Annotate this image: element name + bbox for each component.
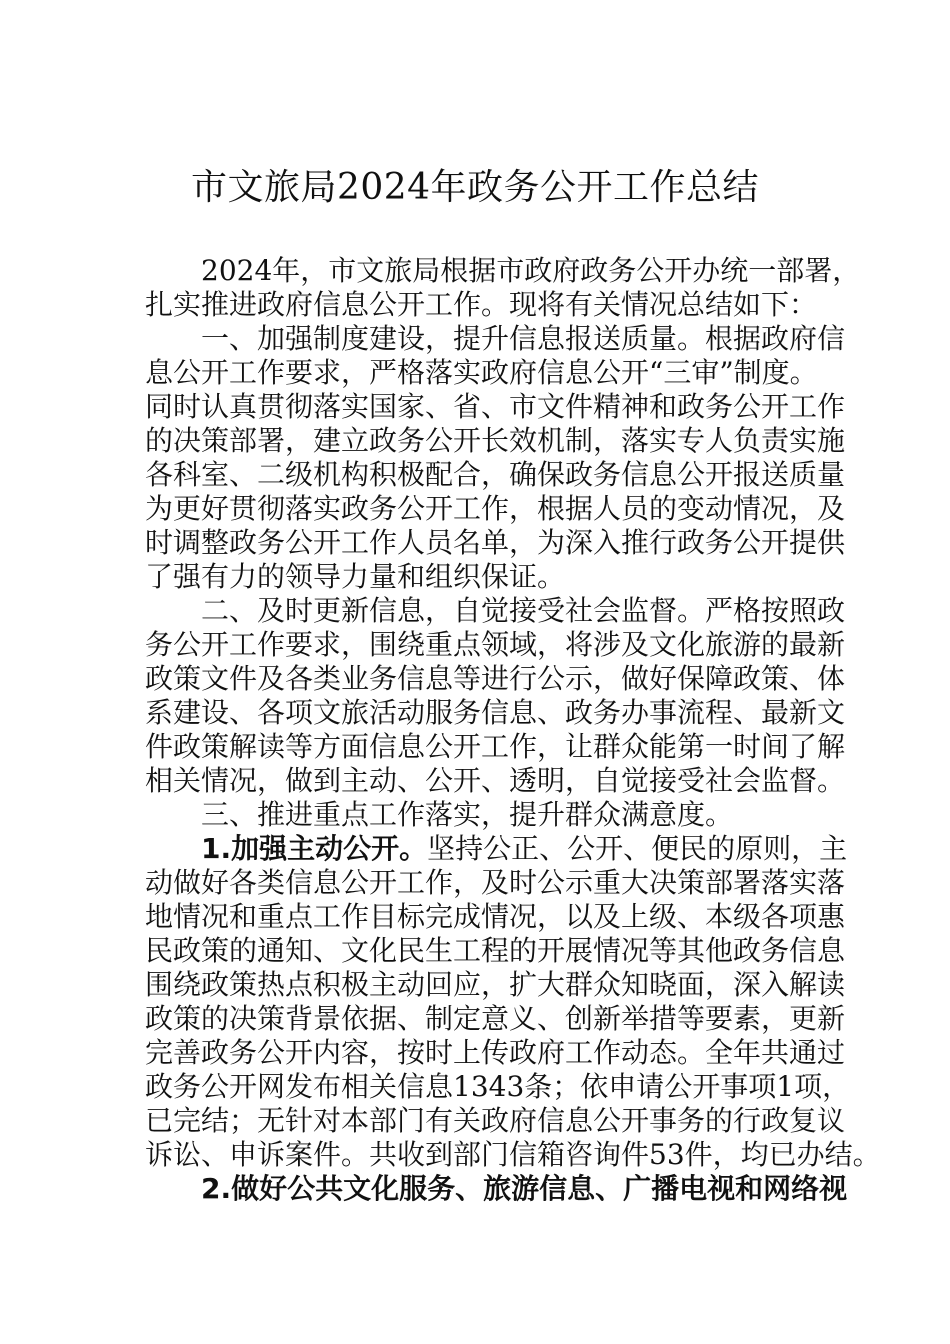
- line-text: 的决策部署，建立政务公开长效机制，落实专人负责实施: [145, 424, 846, 457]
- line-text: 各科室、二级机构积极配合，确保政务信息公开报送质量: [145, 458, 846, 491]
- text-line: [145, 594, 846, 628]
- document-body: [145, 254, 881, 1206]
- line-text: 时调整政务公开工作人员名单，为深入推行政务公开提供: [145, 526, 846, 559]
- text-line: [145, 764, 846, 798]
- text-line: [145, 798, 807, 832]
- text-line: [145, 322, 846, 356]
- line-text: 已完结；无针对本部门有关政府信息公开事务的行政复议: [145, 1104, 846, 1137]
- line-text: 动做好各类信息公开工作，及时公示重大决策部署落实落: [145, 866, 846, 899]
- text-line: [145, 866, 846, 900]
- text-line: [145, 730, 846, 764]
- line-text: 了强有力的领导力量和组织保证。: [145, 560, 566, 593]
- bold-heading: 1.加强主动公开。: [201, 832, 428, 865]
- text-line: [145, 968, 846, 1002]
- text-line: [145, 390, 846, 424]
- line-text: 一、加强制度建设，提升信息报送质量。根据政府信: [201, 322, 846, 355]
- line-text: 件政策解读等方面信息公开工作，让群众能第一时间了解: [145, 730, 846, 763]
- line-text: 诉讼、申诉案件。共收到部门信箱咨询件53件，均已办结。: [145, 1138, 881, 1171]
- text-line: [145, 254, 861, 288]
- text-line: [145, 424, 846, 458]
- line-text: 二、及时更新信息，自觉接受社会监督。严格按照政: [201, 594, 846, 627]
- line-text: 政务公开网发布相关信息1343条；依申请公开事项1项，: [145, 1070, 851, 1103]
- line-text: 围绕政策热点积极主动回应，扩大群众知晓面，深入解读: [145, 968, 846, 1001]
- line-text: 2024年，市文旅局根据市政府政务公开办统一部署，: [201, 254, 861, 287]
- text-line: [145, 1104, 846, 1138]
- text-line: [145, 526, 846, 560]
- text-line: [145, 696, 846, 730]
- text-line: [145, 356, 818, 390]
- text-line: [145, 1002, 846, 1036]
- line-text: 地情况和重点工作目标完成情况，以及上级、本级各项惠: [145, 900, 846, 933]
- line-text: 政策文件及各类业务信息等进行公示，做好保障政策、体: [145, 662, 846, 695]
- line-text: 务公开工作要求，围绕重点领域，将涉及文化旅游的最新: [145, 628, 846, 661]
- text-line: [145, 560, 807, 594]
- line-text: 同时认真贯彻落实国家、省、市文件精神和政务公开工作: [145, 390, 846, 423]
- text-line: [145, 1036, 846, 1070]
- text-line: [145, 1070, 851, 1104]
- line-text: 坚持公正、公开、便民的原则，主: [427, 832, 848, 865]
- line-text: 政策的决策背景依据、制定意义、创新举措等要素，更新: [145, 1002, 846, 1035]
- text-line: [145, 288, 818, 322]
- text-line: [145, 832, 848, 866]
- line-text: 完善政务公开内容，按时上传政府工作动态。全年共通过: [145, 1036, 846, 1069]
- line-text: 相关情况，做到主动、公开、透明，自觉接受社会监督。: [145, 764, 846, 797]
- text-line: [145, 1138, 881, 1172]
- text-line: [145, 934, 846, 968]
- document-title: 市文旅局2024年政务公开工作总结: [190, 167, 760, 208]
- text-line: [145, 662, 846, 696]
- line-text: 系建设、各项文旅活动服务信息、政务办事流程、最新文: [145, 696, 846, 729]
- line-text: 息公开工作要求，严格落实政府信息公开“三审”制度。: [145, 356, 818, 389]
- text-line: [145, 458, 846, 492]
- line-text: 民政策的通知、文化民生工程的开展情况等其他政务信息: [145, 934, 846, 967]
- line-text: 为更好贯彻落实政务公开工作，根据人员的变动情况，及: [145, 492, 846, 525]
- text-line: [145, 492, 846, 526]
- line-text: 三、推进重点工作落实，提升群众满意度。: [201, 798, 734, 831]
- line-text: 扎实推进政府信息公开工作。现将有关情况总结如下：: [145, 288, 818, 321]
- text-line: [145, 1172, 848, 1206]
- text-line: [145, 900, 846, 934]
- bold-heading: 2.做好公共文化服务、旅游信息、广播电视和网络视: [201, 1172, 848, 1205]
- text-line: [145, 628, 846, 662]
